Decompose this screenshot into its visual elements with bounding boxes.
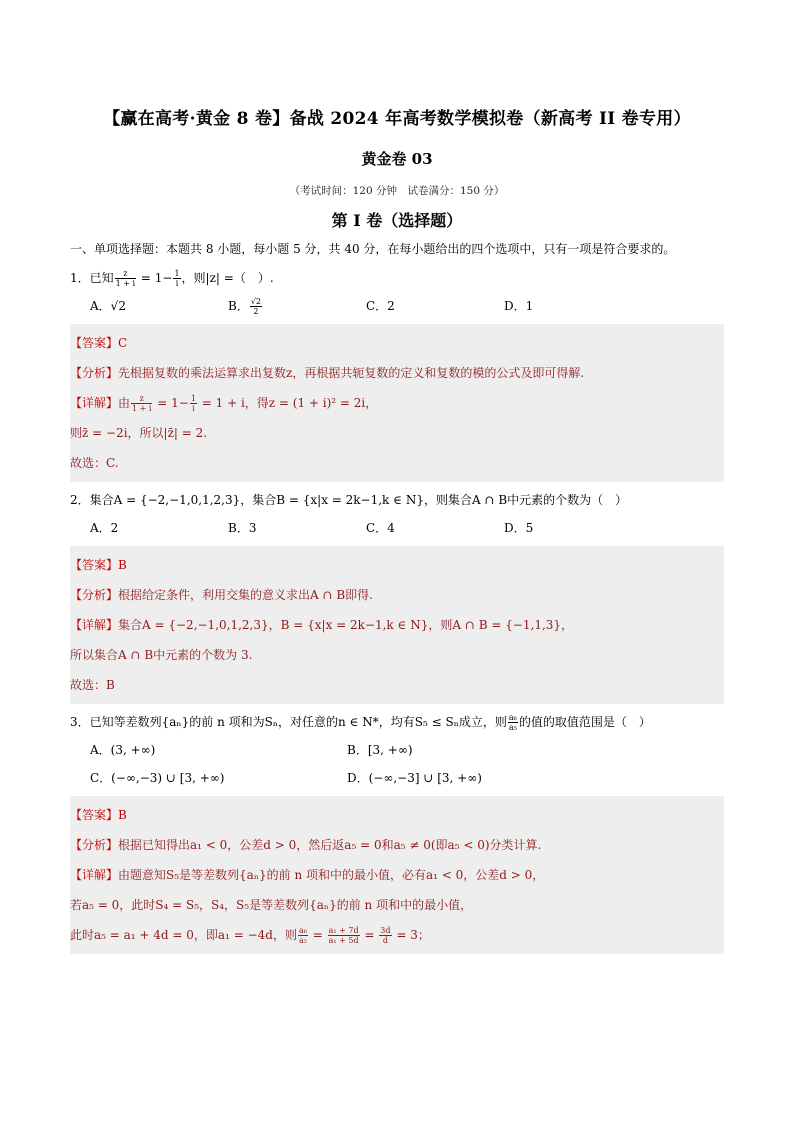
- q3-detail3-pre: 此时a₅ = a₁ + 4d = 0，即a₁ = −4d，则: [70, 928, 297, 942]
- q1-detail-fden: 1 + i: [132, 404, 152, 413]
- q1-detail-pre: 由: [118, 396, 131, 410]
- q1-fraction-2: [173, 269, 180, 288]
- q1-frac2-den: i: [175, 279, 179, 288]
- q1-answer: [70, 328, 724, 358]
- q1-option-c: C．2: [366, 299, 395, 313]
- q3-stem-fraction: [508, 713, 518, 732]
- q2-detail-line-1: [70, 610, 724, 640]
- q3-detail-line-2: 若a₅ = 0，此时S₄ = S₅，S₄，S₅是等差数列{aₙ}的前 n 项和中的最小值，: [70, 898, 473, 912]
- q1-option-a: A．√2: [90, 299, 126, 313]
- q3-detail3-eq1: =: [308, 928, 327, 942]
- q1-detail-mid: = 1−: [153, 396, 189, 410]
- analysis-label: 【分析】: [70, 838, 119, 852]
- q2-option-c: C．4: [366, 521, 395, 535]
- q1-detail-fraction: [131, 394, 152, 413]
- q1-detail-f2num: 1: [190, 394, 196, 403]
- answer-label: 【答案】: [70, 808, 119, 822]
- q1-optb-num: √2: [250, 297, 262, 306]
- q3-answer: [70, 800, 724, 830]
- q3-solution-box: [70, 796, 724, 954]
- q2-option-a: A．2: [90, 521, 119, 535]
- detail-label: 【详解】: [70, 618, 119, 632]
- q3-stem-fnum: a₆: [508, 713, 517, 722]
- detail-label: 【详解】: [70, 868, 119, 882]
- q1-stem-post: ，则|z| =（ ）.: [181, 271, 274, 285]
- q1-stem-mid: = 1−: [137, 271, 173, 285]
- q1-frac-den: 1 + i: [115, 279, 136, 288]
- q3-detail3-f1num: a₆: [298, 926, 307, 935]
- q3-detail-line-3: [70, 920, 724, 950]
- content: [70, 238, 724, 954]
- q3-option-d: D．(−∞,−3] ∪ [3, +∞): [347, 771, 482, 785]
- q3-detail3-fraction-1: [298, 926, 308, 945]
- q2-answer: [70, 550, 724, 580]
- q2-answer-value: B: [118, 558, 127, 572]
- q3-stem-fden: a₅: [508, 723, 517, 732]
- question-2-stem: 2．集合A = {−2,−1,0,1,2,3}，集合B = {x|x = 2k−1,k ∈ N}，则集合A ∩ B中元素的个数为（ ）: [70, 493, 628, 507]
- q3-detail3-fraction-3: [379, 926, 391, 945]
- q3-option-b: B．[3, +∞): [347, 743, 413, 757]
- q1-answer-value: C: [118, 336, 128, 350]
- q2-solution-box: [70, 546, 724, 704]
- q1-option-b-fraction: [250, 297, 262, 316]
- q3-detail-text: 由题意知S₅是等差数列{aₙ}的前 n 项和中的最小值，必有a₁ < 0，公差d > 0，: [118, 868, 545, 882]
- q3-detail3-eq2: =: [360, 928, 379, 942]
- q3-analysis-text: 根据已知得出a₁ < 0，公差d > 0，然后返a₅ = 0和a₅ ≠ 0(即a₅ < 0)分类计算.: [118, 838, 542, 852]
- q3-stem-post: 的值的取值范围是（ ）: [518, 715, 651, 729]
- q1-detail-fraction-2: [190, 394, 197, 413]
- q1-frac2-num: 1: [174, 269, 180, 278]
- question-1-stem: [70, 268, 724, 288]
- analysis-label: 【分析】: [70, 366, 119, 380]
- q2-option-b: B．3: [228, 521, 257, 535]
- q3-option-c: C．(−∞,−3) ∪ [3, +∞): [90, 771, 225, 785]
- q3-detail3-post: = 3；: [392, 928, 430, 942]
- q1-detail-fnum: z: [131, 394, 152, 404]
- q2-conclusion: 故选：B: [70, 678, 115, 692]
- q3-detail3-fraction-2: [328, 926, 360, 945]
- q3-detail3-f3num: 3d: [380, 926, 391, 935]
- q3-detail3-f2num: a₁ + 7d: [328, 926, 359, 935]
- q1-analysis-text: 先根据复数的乘法运算求出复数z，再根据共轭复数的定义和复数的模的公式及即可得解.: [118, 366, 585, 380]
- question-3-options-row-2: [90, 768, 724, 788]
- answer-label: 【答案】: [70, 336, 119, 350]
- q2-analysis: [70, 580, 724, 610]
- question-1-options: [90, 296, 724, 316]
- part-title: 第 I 卷（选择题）: [331, 211, 463, 230]
- q1-option-b: [228, 296, 366, 316]
- q1-frac-num: z: [115, 269, 136, 279]
- q1-fraction: [115, 269, 136, 288]
- q2-analysis-text: 根据给定条件，利用交集的意义求出A ∩ B即得.: [118, 588, 373, 602]
- q1-detail-post: = 1 + i，得z = (1 + i)² = 2i，: [197, 396, 378, 410]
- question-3-options-row-1: [90, 740, 724, 760]
- q2-option-d: D．5: [504, 521, 534, 535]
- analysis-label: 【分析】: [70, 588, 119, 602]
- paper-title: 【赢在高考·黄金 8 卷】备战 2024 年高考数学模拟卷（新高考 II 卷专用）: [103, 109, 691, 129]
- q1-detail-f2den: i: [192, 404, 195, 413]
- q3-detail3-f2den: a₁ + 5d: [328, 936, 359, 945]
- q1-option-d: D．1: [504, 299, 534, 313]
- q1-detail-line-1: [70, 388, 724, 418]
- section-header: 一、单项选择题：本题共 8 小题，每小题 5 分，共 40 分，在每小题给出的四个选项中，只有一项是符合要求的。: [70, 242, 676, 256]
- q2-detail-line-2: 所以集合A ∩ B中元素的个数为 3.: [70, 648, 253, 662]
- q3-analysis: [70, 830, 724, 860]
- q1-stem-pre: 1．已知: [70, 271, 114, 285]
- q2-detail-text: 集合A = {−2,−1,0,1,2,3}，B = {x|x = 2k−1,k ∈ N}，则A ∩ B = {−1,1,3}，: [118, 618, 574, 632]
- q1-conclusion: 故选：C.: [70, 456, 119, 470]
- q3-option-a: A．(3, +∞): [90, 743, 156, 757]
- q1-solution-box: [70, 324, 724, 482]
- question-3-stem: [70, 712, 724, 732]
- q1-analysis: [70, 358, 724, 388]
- q3-detail3-f1den: a₅: [298, 936, 307, 945]
- q1-optb-den: 2: [253, 307, 259, 316]
- q3-stem-pre: 3．已知等差数列{aₙ}的前 n 项和为Sₙ，对任意的n ∈ N*，均有S₅ ≤ Sₙ成立，则: [70, 715, 507, 729]
- q1-option-b-label: B．: [228, 299, 249, 313]
- q3-answer-value: B: [118, 808, 127, 822]
- exam-info: （考试时间：120 分钟 试卷满分：150 分）: [289, 185, 505, 197]
- question-2-options: [90, 518, 724, 538]
- q3-detail-line-1: [70, 860, 724, 890]
- q3-detail3-f3den: d: [382, 936, 388, 945]
- answer-label: 【答案】: [70, 558, 119, 572]
- q1-detail-line-2: 则z̄ = −2i，所以|z̄| = 2.: [70, 426, 208, 440]
- paper-subtitle: 黄金卷 03: [361, 150, 433, 168]
- detail-label: 【详解】: [70, 396, 119, 410]
